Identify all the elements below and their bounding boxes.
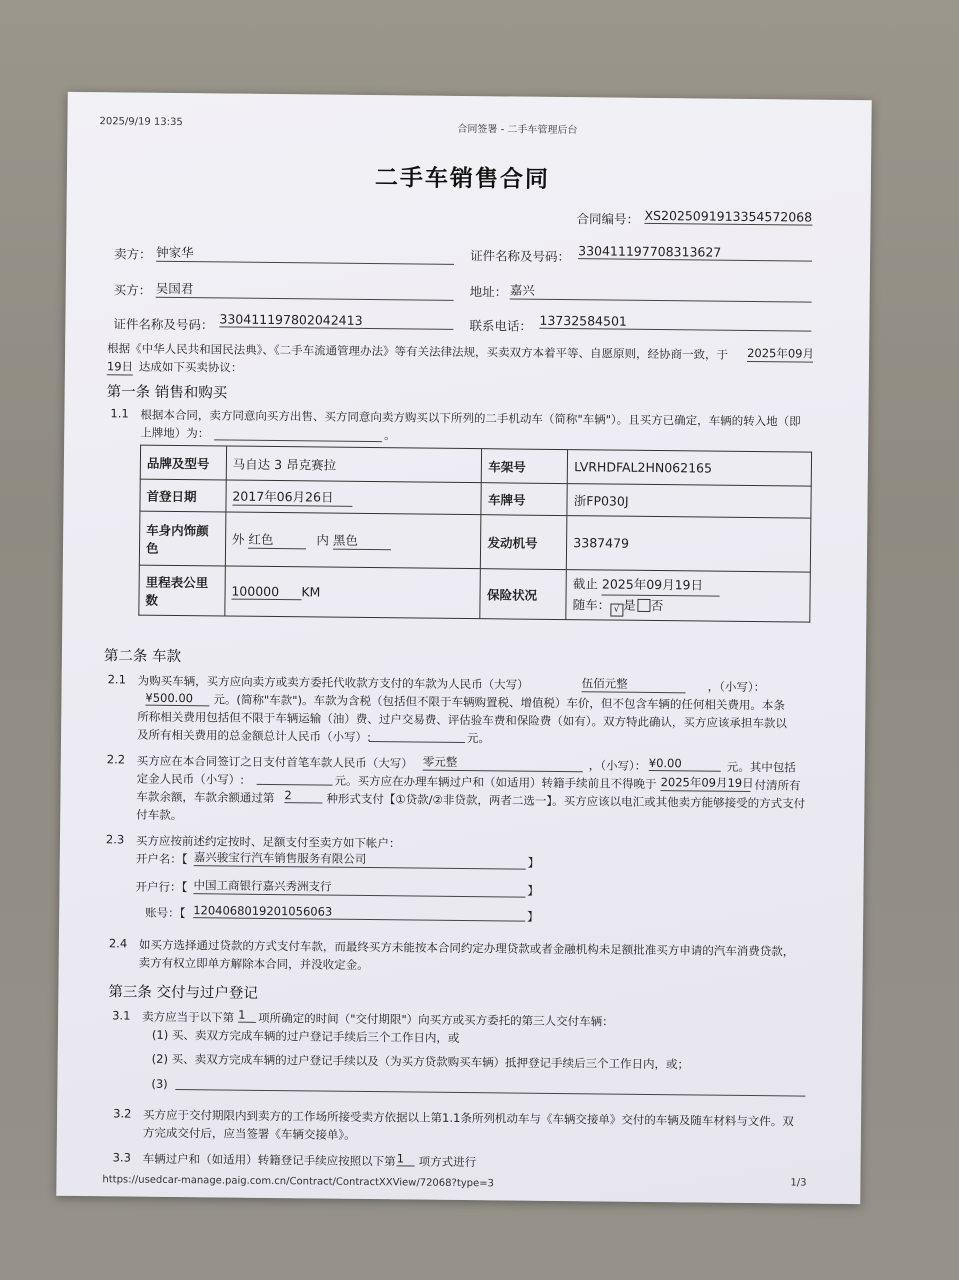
clause-2-3-num: 2.3 xyxy=(105,832,125,847)
brand-label: 品牌及型号 xyxy=(140,445,226,480)
clause-2-1-text-e: 及所有相关费用的总金额总计人民币（小写）: xyxy=(137,727,372,745)
interior-color: 黑色 xyxy=(333,531,391,551)
insurance-until-prefix: 截止 xyxy=(572,575,599,591)
exterior-color: 红色 xyxy=(248,530,306,550)
print-url: https://usedcar-manage.paig.com.cn/Contract/ContractXXView/72068?type=3 xyxy=(102,1174,494,1190)
delivery-option-3: (3) xyxy=(151,1076,168,1091)
intro-text-1: 根据《中华人民共和国民法典》、《二手车流通管理办法》等有关法律法规，买卖双方本着平等、自愿原则，经协商一致，于 xyxy=(107,341,729,362)
total-amount-field xyxy=(369,727,465,743)
with-car-label: 随车： xyxy=(572,596,611,613)
intro-date: 2025年09月 xyxy=(747,345,815,361)
exterior-prefix: 外 xyxy=(231,531,245,547)
clause-3-1-text-a: 卖方应当于以下第 xyxy=(142,1009,235,1025)
engine-label: 发动机号 xyxy=(481,515,567,570)
clause-2-2-text-f: 付清所有 xyxy=(754,778,801,793)
price-upper: 伍佰元整 xyxy=(582,675,686,693)
payment-method-choice: 2 xyxy=(284,788,322,803)
vehicle-table xyxy=(138,445,812,623)
clause-2-4-num: 2.4 xyxy=(108,936,128,951)
clause-1-1-end: 。 xyxy=(384,428,396,443)
mileage-label-line-1: 里程表公里 xyxy=(145,574,209,590)
clause-2-4-text-b: 卖方有权立即单方解除本合同，并没收定金。 xyxy=(138,955,369,973)
buyer-name: 吴国君 xyxy=(156,279,454,301)
phone-label: 联系电话： xyxy=(469,318,532,334)
price-lower: ¥500.00 xyxy=(145,691,209,707)
clause-3-1-text-b: 项所确定的时间（"交付期限"）向买方或买方委托的第三人交付车辆： xyxy=(258,1010,614,1029)
seller-id-label: 证件名称及号码： xyxy=(470,248,571,265)
reg-date-value: 2017年06月26日 xyxy=(232,487,352,507)
clause-2-1-text-d: 所称相关费用包括但不限于车辆运输（油）费、过户交易费、评估验车费和保险费（如有）。双方特此确认，买方应该承担车款以 xyxy=(137,709,788,731)
clause-1-1-text-1: 根据本合同，卖方同意向买方出售、买方同意向卖方购买以下所列的二手机动车（简称"车辆"）。且买方已确定，车辆的转入地（即 xyxy=(140,407,801,429)
clause-2-2-text-g: 车款余额，车款余额通过第 xyxy=(136,789,275,806)
bank-name: 中国工商银行嘉兴秀洲支行 xyxy=(193,877,525,897)
print-page-number: 1/3 xyxy=(790,1177,807,1189)
color-label xyxy=(139,511,225,566)
print-datetime: 2025/9/19 13:35 xyxy=(99,116,183,129)
clause-2-1-text-b: ，（小写）： xyxy=(707,679,766,695)
delivery-choice: 1 xyxy=(238,1008,256,1023)
intro-text-2: 达成如下买卖协议： xyxy=(138,359,243,375)
clause-2-3-text: 买方应按前述约定按时、足额支付至卖方如下帐户： xyxy=(135,833,401,851)
clause-3-2-num: 3.2 xyxy=(113,1106,132,1121)
clause-3-2-text-b: 方完成交付后，应当签署《车辆交接单》。 xyxy=(142,1125,356,1142)
plate-value: 浙FP030J xyxy=(567,484,811,519)
clause-2-2-text-a: 买方应在本合同签订之日支付首笔车款人民币（大写） xyxy=(136,753,413,771)
account-name-bracket: 】 xyxy=(527,855,540,870)
contract-paper xyxy=(56,92,872,1204)
brand-value: 马自达 3 昂克赛拉 xyxy=(226,446,482,483)
intro-date-2: 19日 xyxy=(106,359,134,374)
engine-value: 3387479 xyxy=(567,516,811,573)
clause-2-2-num: 2.2 xyxy=(106,752,126,767)
mileage-value: 100000 xyxy=(231,583,301,600)
yes-label: 是 xyxy=(623,597,636,613)
account-no: 1204068019201056063 xyxy=(193,903,525,921)
address: 嘉兴 xyxy=(510,280,812,302)
clause-2-2-text-d: 定金人民币（小写）: xyxy=(136,771,245,787)
phone: 13732584501 xyxy=(539,313,811,332)
account-name: 嘉兴骏宝行汽车销售服务有限公司 xyxy=(194,849,526,869)
interior-prefix: 内 xyxy=(316,532,330,548)
clause-1-1-num: 1.1 xyxy=(110,406,129,421)
bank-label: 开户行：【 xyxy=(135,879,188,895)
address-label: 地址： xyxy=(469,284,508,300)
bank-bracket: 】 xyxy=(527,883,540,898)
table-row xyxy=(139,565,810,622)
seller-id: 330411197708313627 xyxy=(578,243,812,261)
article-1-heading: 第一条 销售和购买 xyxy=(106,384,228,402)
reg-date-label: 首登日期 xyxy=(140,479,226,512)
deposit-field xyxy=(257,770,333,786)
seller-label: 卖方： xyxy=(114,246,152,262)
contract-no-label: 合同编号： xyxy=(576,211,640,227)
delivery-option-2: (2) 买、卖双方完成车辆的过户登记手续以及（为买方贷款购买车辆）抵押登记手续后三个工作日内，或； xyxy=(151,1051,690,1072)
contract-title: 二手车销售合同 xyxy=(374,165,551,193)
clause-3-2-text-a: 买方应于交付期限内到卖方的工作场所接受卖方依据以上第1.1条所列机动车与《车辆交接单》交付的车辆及随车材料与文件。双 xyxy=(143,1107,794,1129)
article-3-heading: 第三条 交付与过户登记 xyxy=(108,984,259,1002)
color-label-line-2: 色 xyxy=(145,540,159,556)
contract-no: XS2025091913354572068 xyxy=(644,207,813,225)
mileage-unit: KM xyxy=(301,583,321,599)
color-label-line-1: 车身内饰颜 xyxy=(146,522,209,538)
mileage-label xyxy=(139,565,225,616)
clause-2-1-num: 2.1 xyxy=(107,672,127,687)
insurance-label: 保险状况 xyxy=(480,569,566,620)
account-no-bracket: 】 xyxy=(527,909,539,924)
account-no-label: 账号：【 xyxy=(145,905,186,921)
clause-3-3-text-b: 项方式进行 xyxy=(418,1154,477,1170)
balance-due-date: 2025年09月19日 xyxy=(660,775,754,791)
clause-3-3-text-a: 车辆过户和（如适用）转籍登记手续应按照以下第 xyxy=(142,1151,396,1169)
clause-2-2-text-c: 元。其中包括 xyxy=(726,759,796,775)
buyer-id-label: 证件名称及号码： xyxy=(113,316,214,333)
clause-3-3-num: 3.3 xyxy=(112,1150,132,1165)
no-label: 否 xyxy=(650,597,664,613)
table-row xyxy=(139,511,811,572)
clause-2-2-text-i: 付车款。 xyxy=(136,807,183,823)
buyer-id: 330411197802042413 xyxy=(219,311,453,329)
article-2-heading: 第二条 车款 xyxy=(103,648,182,666)
clause-2-1-text-f: 元。 xyxy=(466,731,491,746)
buyer-label: 买方： xyxy=(113,282,152,298)
clause-1-1-text-2: 上牌地）为： xyxy=(140,425,210,441)
transfer-choice: 1 xyxy=(397,1151,415,1166)
clause-3-1-num: 3.1 xyxy=(112,1008,131,1023)
delivery-option-3-field xyxy=(175,1075,805,1097)
clause-2-1-text-c: 元。(简称"车款")。车款为含税（包括但不限于车辆购置税、增值税）车价，但不包含车辆的任何相关费用。本条 xyxy=(213,692,786,713)
clause-2-2-text-h: 种形式支付【①贷款/②非贷款，两者二选一】。买方应该以电汇或其他卖方能够接受的方式支付 xyxy=(326,791,806,811)
checkbox-no xyxy=(638,598,651,611)
vin-value: LVRHDFAL2HN062165 xyxy=(567,450,811,487)
plate-label: 车牌号 xyxy=(481,483,567,516)
clause-2-1-text-a: 为购买车辆，买方应向卖方或卖方委托代收款方支付的车款为人民币（大写） xyxy=(137,673,529,692)
first-payment-upper: 零元整 xyxy=(423,754,583,773)
registration-place-field xyxy=(214,425,382,442)
vin-label: 车架号 xyxy=(482,449,568,484)
checkbox-yes: √ xyxy=(610,603,623,616)
mileage-label-line-2: 数 xyxy=(145,592,159,608)
clause-2-2-text-e: 元。买方应在办理车辆过户和（如适用）转籍手续前且不得晚于 xyxy=(334,773,657,792)
seller-name: 钟家华 xyxy=(156,243,454,265)
delivery-option-1: (1) 买、卖双方完成车辆的过户登记手续后三个工作日内，或 xyxy=(151,1027,460,1045)
print-page-title: 合同签署 - 二手车管理后台 xyxy=(457,123,578,137)
account-name-label: 开户名：【 xyxy=(135,851,188,867)
first-payment-lower: ¥0.00 xyxy=(649,756,721,772)
insurance-until: 2025年09月19日 xyxy=(602,574,720,596)
clause-2-2-text-b: ，（小写）： xyxy=(588,758,647,773)
clause-2-4-text-a: 如买方选择通过贷款的方式支付车款，而最终买方未能按本合同约定办理贷款或者金融机构未足额批准买方申请的汽车消费贷款， xyxy=(138,937,795,959)
